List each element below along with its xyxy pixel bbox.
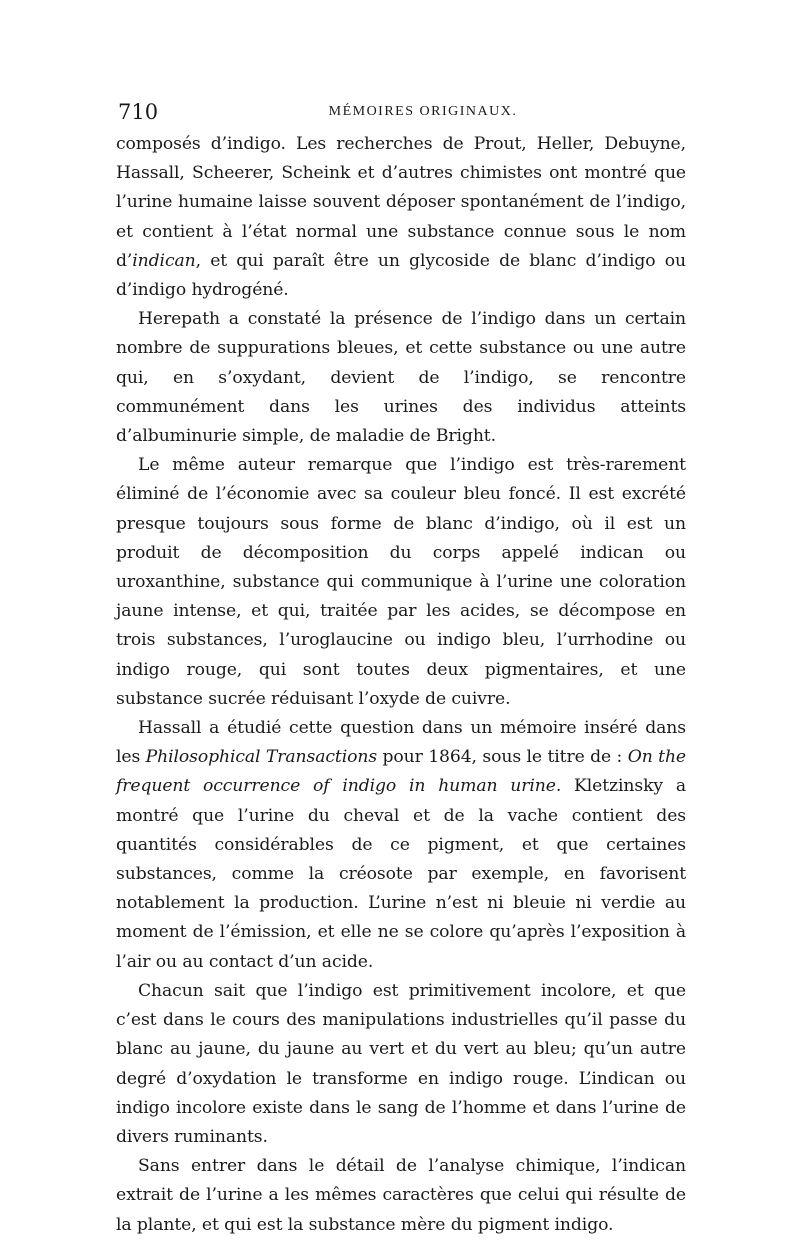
italic-term-indican: indican <box>132 250 196 271</box>
body-text <box>116 130 686 1240</box>
paragraph-1 <box>116 130 686 305</box>
paragraph-text: composés d’indigo. Les recherches de Prout, Heller, Debuyne, Hassall, Scheerer, Scheink et d’autres chimistes ont montré que l’urine humaine laisse souvent déposer spontanément de l’indigo, et contient à l’état normal une substance connue sous le nom d’ <box>116 134 686 271</box>
paragraph-2: Herepath a constaté la présence de l’indigo dans un certain nombre de suppurations bleues, et cette substance ou une autre qui, en s’oxydant, devient de l’indigo, se rencontre communément dans les urines des individus atteints d’albuminurie simple, de maladie de Bright. <box>116 309 686 447</box>
italic-paper-title: On the frequent occurrence of indigo in human urine <box>116 747 686 797</box>
page-header <box>118 100 698 128</box>
paragraph-6: Sans entrer dans le détail de l’analyse chimique, l’indican extrait de l’urine a les mêmes caractères que celui qui résulte de la plante, et qui est la substance mère du pigment indigo. <box>116 1156 686 1235</box>
running-head: MÉMOIRES ORIGINAUX. <box>328 104 518 119</box>
paragraph-text: Hassall a étudié cette question dans un mémoire inséré dans les <box>116 718 686 768</box>
italic-journal-title: Philosophical Transactions <box>145 747 378 768</box>
paragraph-3: Le même auteur remarque que l’indigo est très-rarement éliminé de l’économie avec sa couleur bleu foncé. Il est excrété presque toujours sous forme de blanc d’indigo, où il est un produit de décomposition du corps appelé indican ou uroxanthine, substance qui communique à l’urine une coloration jaune intense, et qui, traitée par les acides, se décompose en trois substances, l’uroglaucine ou indigo bleu, l’urrhodine ou indigo rouge, qui sont toutes deux pigmentaires, et une substance sucrée réduisant l’oxyde de cuivre. <box>116 455 686 709</box>
paragraph-5: Chacun sait que l’indigo est primitivement incolore, et que c’est dans le cours des manipulations industrielles qu’il passe du blanc au jaune, du jaune au vert et du vert au bleu; qu’un autre degré d’oxydation le transforme en indigo rouge. L’indican ou indigo incolore existe dans le sang de l’homme et dans l’urine de divers ruminants. <box>116 980 686 1147</box>
paragraph-text: . Kletzinsky a montré que l’urine du cheval et de la vache contient des quantités considérables de ce pigment, et que certaines substances, comme la créosote par exemple, en favorisent notablement la production. L’urine n’est ni bleuie ni verdie au moment de l’émission, et elle ne se colore qu’après l’exposition à l’air ou au contact d’un acide. <box>116 776 686 972</box>
paragraph-4 <box>116 714 686 977</box>
page-number: 710 <box>118 100 159 124</box>
paragraph-text: , et qui paraît être un glycoside de blanc d’indigo ou d’indigo hydrogéné. <box>116 250 686 301</box>
paragraph-text: pour 1864, sous le titre de : <box>377 747 628 768</box>
